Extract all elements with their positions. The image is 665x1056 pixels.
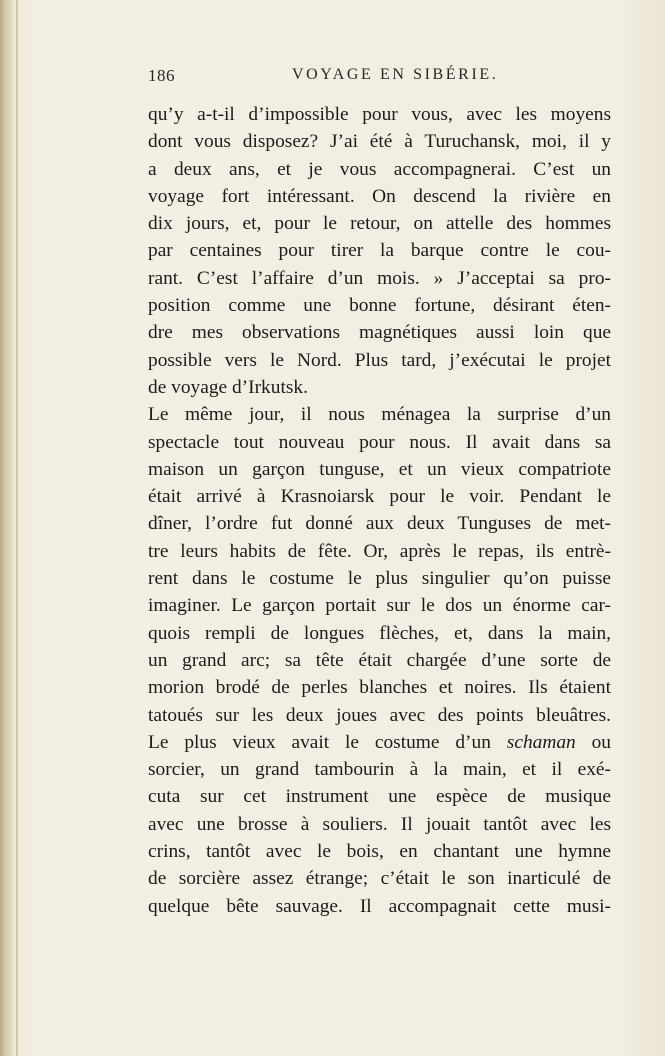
body-text bbox=[148, 101, 611, 920]
text-line: rent dans le costume le plus singulier qu’on puisse bbox=[148, 568, 611, 590]
text-line: tre leurs habits de fête. Or, après le repas, ils entrè- bbox=[148, 540, 611, 562]
text-line-with-italic bbox=[148, 729, 611, 756]
running-title: VOYAGE EN SIBÉRIE. bbox=[292, 66, 499, 83]
text-line: morion brodé de perles blanches et noires. Ils étaient bbox=[148, 677, 611, 699]
text-line: sorcier, un grand tambourin à la main, et il exé- bbox=[148, 759, 611, 781]
text-line: dre mes observations magnétiques aussi loin que bbox=[148, 322, 611, 344]
text-line: dix jours, et, pour le retour, on attelle des hommes bbox=[148, 213, 611, 235]
italic-term: schaman bbox=[506, 731, 576, 753]
text-line: dont vous disposez? J’ai été à Turuchansk, moi, il y bbox=[148, 131, 611, 153]
text-segment: ou bbox=[591, 731, 611, 753]
text-line: était arrivé à Krasnoiarsk pour le voir. Pendant le bbox=[148, 486, 611, 508]
text-line: imaginer. Le garçon portait sur le dos un énorme car- bbox=[148, 595, 611, 617]
paragraph-start-line: Le même jour, il nous ménagea la surprise d’un bbox=[148, 404, 611, 426]
text-line: cuta sur cet instrument une espèce de musique bbox=[148, 786, 611, 808]
text-line: maison un garçon tunguse, et un vieux compatriote bbox=[148, 458, 611, 480]
text-line: position comme une bonne fortune, désirant éten- bbox=[148, 295, 611, 317]
text-line: rant. C’est l’affaire d’un mois. » J’acceptai sa pro- bbox=[148, 267, 611, 289]
text-line: de voyage d’Irkutsk. bbox=[148, 376, 308, 398]
text-line: par centaines pour tirer la barque contre le cou- bbox=[148, 240, 611, 262]
text-line: quelque bête sauvage. Il accompagnait cette musi- bbox=[148, 895, 611, 917]
text-line: quois rempli de longues flèches, et, dans la main, bbox=[148, 622, 611, 644]
page-gutter bbox=[0, 0, 13, 1056]
text-line: crins, tantôt avec le bois, en chantant une hymne bbox=[148, 841, 611, 863]
text-line: avec une brosse à souliers. Il jouait tantôt avec les bbox=[148, 813, 611, 835]
text-line: spectacle tout nouveau pour nous. Il avait dans sa bbox=[148, 431, 611, 453]
page-header bbox=[148, 66, 610, 92]
text-line: un grand arc; sa tête était chargée d’une sorte de bbox=[148, 649, 611, 671]
gutter-shadow bbox=[16, 0, 18, 1056]
text-line: possible vers le Nord. Plus tard, j’exécutai le projet bbox=[148, 349, 611, 371]
text-line: a deux ans, et je vous accompagnerai. C’est un bbox=[148, 158, 611, 180]
text-line: qu’y a-t-il d’impossible pour vous, avec les moyens bbox=[148, 104, 611, 125]
text-line: dîner, l’ordre fut donné aux deux Tunguses de met- bbox=[148, 513, 611, 535]
text-line: voyage fort intéressant. On descend la rivière en bbox=[148, 185, 611, 207]
text-line: tatoués sur les deux joues avec des points bleuâtres. bbox=[148, 704, 611, 726]
text-segment: Le plus vieux avait le costume d’un bbox=[148, 731, 491, 753]
page-number: 186 bbox=[148, 66, 175, 85]
text-line: de sorcière assez étrange; c’était le son inarticulé de bbox=[148, 868, 611, 890]
